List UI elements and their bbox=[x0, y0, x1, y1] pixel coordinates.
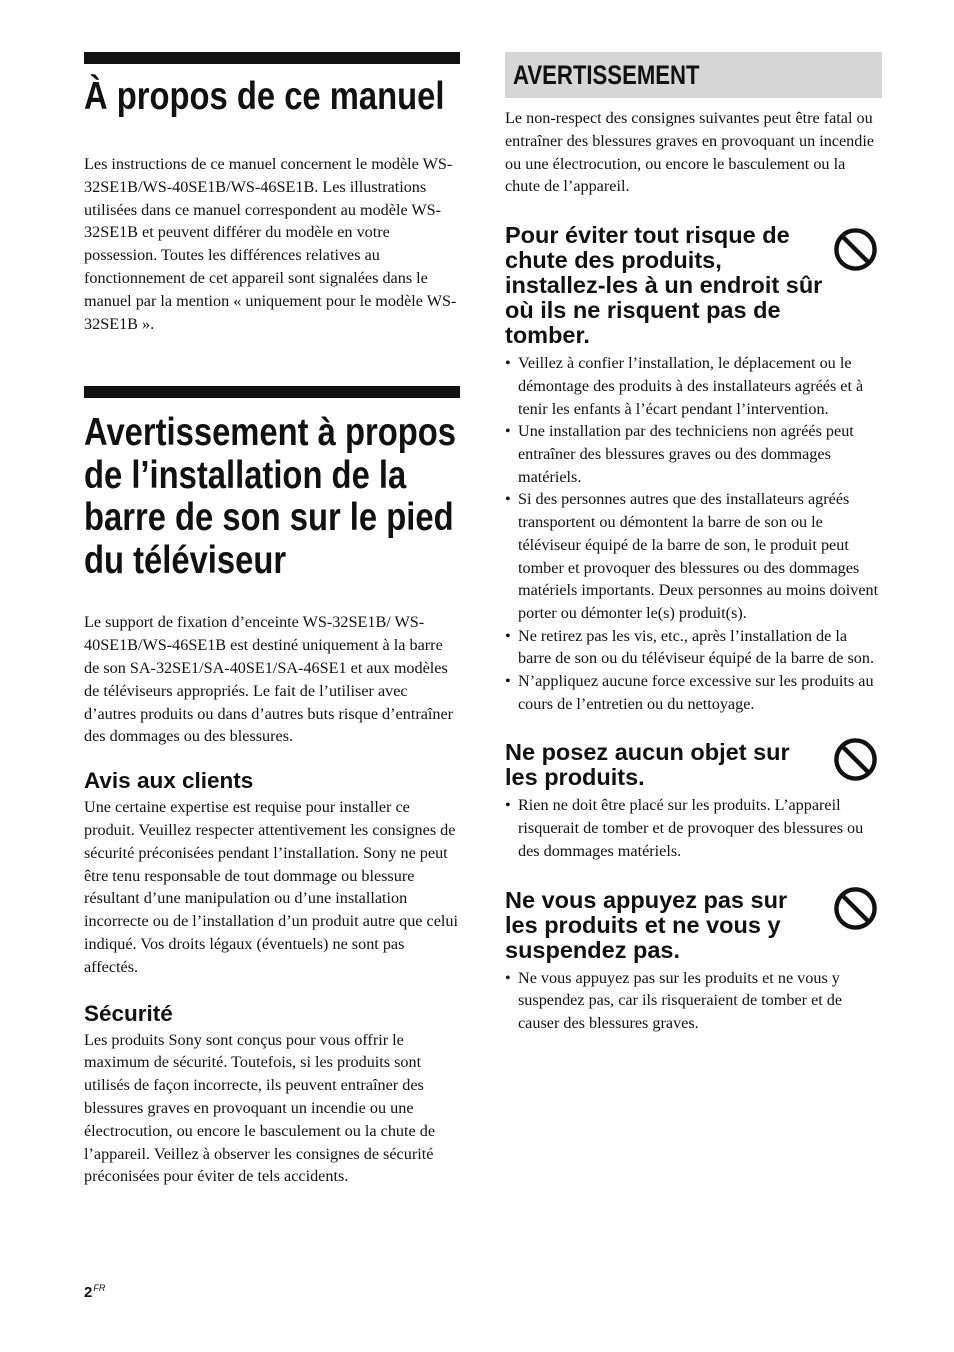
section-rule bbox=[84, 386, 460, 398]
securite-body: Les produits Sony sont conçus pour vous offrir le maximum de sécurité. Toutefois, si les produits sont utilisés de façon incorrecte, ils peuvent entraîner des blessures graves en provoquant un incendie ou une électrocution, ou encore le basculement ou la chute de l’appareil. Veillez à observer les consignes de sécurité préconisées pour éviter de tels accidents. bbox=[84, 1030, 436, 1186]
prohibition-icon bbox=[833, 886, 878, 931]
warning-label: AVERTISSEMENT bbox=[513, 59, 700, 90]
page-number bbox=[84, 1283, 105, 1301]
section-title-installation-warning: Avertissement à propos de l’installation de la barre de son sur le pied du téléviseur bbox=[84, 411, 457, 582]
block-fall-risk bbox=[505, 223, 882, 348]
right-column bbox=[505, 52, 882, 1035]
list-item: • Rien ne doit être placé sur les produits. L’appareil risquerait de tomber et de provoquer des blessures ou des dommages matériels. bbox=[505, 794, 882, 862]
list-item: • Une installation par des techniciens non agréés peut entraîner des blessures graves ou des dommages matériels. bbox=[505, 420, 882, 488]
block-no-lean bbox=[505, 888, 882, 963]
installation-warning-body: Le support de fixation d’enceinte WS-32SE1B/ WS-40SE1B/WS-46SE1B est destiné uniquement à la barre de son SA-32SE1/SA-40SE1/SA-46SE1 et aux modèles de téléviseurs appropriés. Le fait de l’utiliser avec d’autres produits ou dans d’autres buts risque d’entraîner des dommages ou des blessures. bbox=[84, 613, 454, 746]
list-item: • N’appliquez aucune force excessive sur les produits au cours de l’entretien ou du nettoyage. bbox=[505, 670, 882, 715]
page-number-value: 2 bbox=[84, 1284, 93, 1301]
list-item: • Ne retirez pas les vis, etc., après l’installation de la barre de son ou du téléviseur équipé de la barre de son. bbox=[505, 625, 882, 670]
block-no-objects-heading: Ne posez aucun objet sur les produits. bbox=[505, 739, 790, 791]
section-rule bbox=[84, 52, 460, 64]
warning-intro: Le non-respect des consignes suivantes peut être fatal ou entraîner des blessures graves en provoquant un incendie ou une électrocution, ou encore le basculement ou la chute de l’appareil. bbox=[505, 109, 875, 196]
left-column bbox=[84, 52, 460, 1188]
section-title-about-manual: À propos de ce manuel bbox=[84, 75, 445, 118]
block-no-lean-list bbox=[505, 967, 882, 1035]
list-item: • Ne vous appuyez pas sur les produits et ne vous y suspendez pas, car ils risqueraient de tomber et de causer des blessures graves. bbox=[505, 967, 882, 1035]
prohibition-icon bbox=[833, 737, 878, 782]
avis-body: Une certaine expertise est requise pour installer ce produit. Veuillez respecter attentivement les consignes de sécurité préconisées pendant l’installation. Sony ne peut être tenu responsable de tout dommage ou blessure résultant d’une manipulation ou d’une installation incorrecte ou de l’installation d’un produit autre que celui indiqué. Vos droits légaux (éventuels) ne sont pas affectés. bbox=[84, 798, 458, 976]
block-no-lean-heading: Ne vous appuyez pas sur les produits et ne vous y suspendez pas. bbox=[505, 886, 788, 963]
warning-banner bbox=[505, 52, 882, 98]
list-item: • Veillez à confier l’installation, le déplacement ou le démontage des produits à des installateurs agréés et à tenir les enfants à l’écart pendant l’intervention. bbox=[505, 352, 882, 420]
page-lang-code: FR bbox=[93, 1283, 106, 1293]
avis-heading: Avis aux clients bbox=[84, 768, 254, 794]
prohibition-icon bbox=[833, 227, 878, 272]
block-no-objects bbox=[505, 740, 882, 790]
about-manual-body: Les instructions de ce manuel concernent le modèle WS-32SE1B/WS-40SE1B/WS-46SE1B. Les illustrations utilisées dans ce manuel correspondent au modèle WS-32SE1B et peuvent différer du modèle en votre possession. Toutes les différences relatives au fonctionnement de cet appareil sont signalées dans le manuel par la mention « uniquement pour le modèle WS-32SE1B ». bbox=[84, 155, 457, 333]
block-fall-risk-heading: Pour éviter tout risque de chute des produits, installez-les à un endroit sûr où ils ne risquent pas de tomber. bbox=[505, 222, 823, 349]
securite-heading: Sécurité bbox=[84, 1000, 173, 1026]
block-fall-risk-list bbox=[505, 352, 882, 715]
list-item: • Si des personnes autres que des installateurs agréés transportent ou démontent la barre de son ou le téléviseur équipé de la barre de son, le produit peut tomber et provoquer des blessures ou des dommages matériels importants. Deux personnes au moins doivent porter ou démonter le(s) produit(s). bbox=[505, 488, 882, 624]
block-no-objects-list bbox=[505, 794, 882, 862]
